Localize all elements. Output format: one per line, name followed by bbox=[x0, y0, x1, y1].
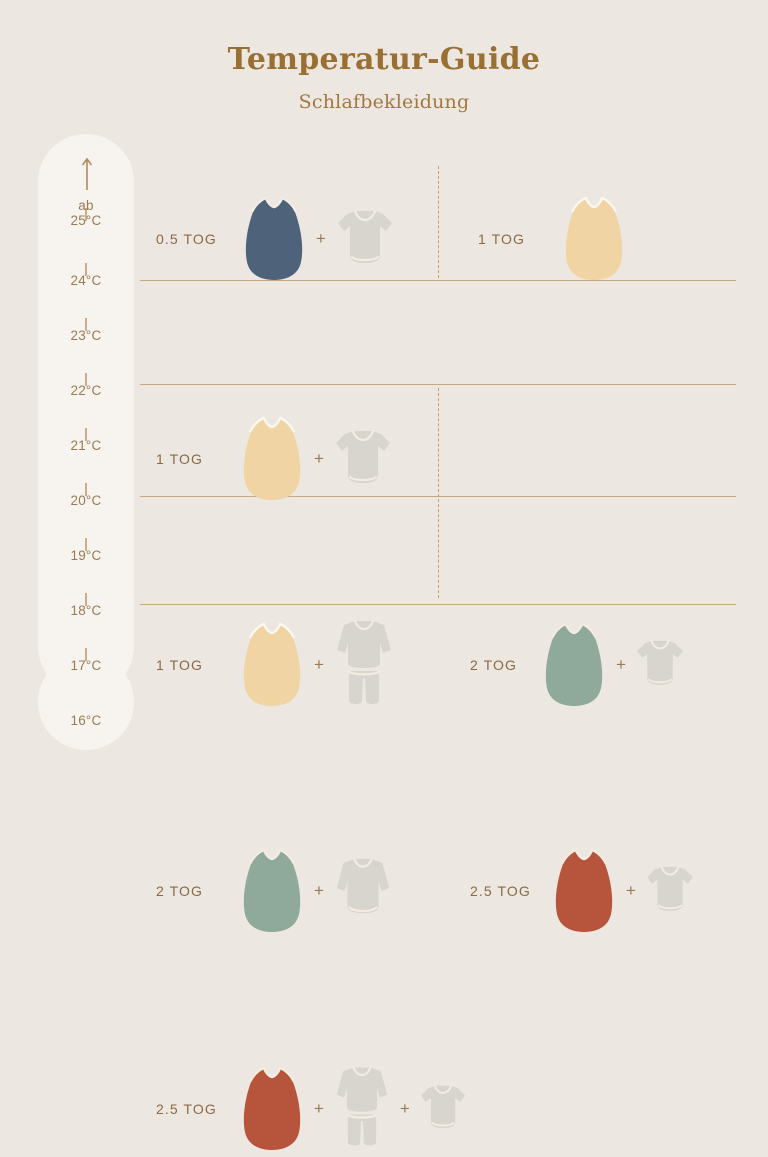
bodysuit-short-icon bbox=[643, 860, 697, 921]
bodysuit-short-icon bbox=[331, 423, 395, 494]
sleepbag-navy-icon bbox=[239, 190, 309, 287]
sleepbag-sage-icon bbox=[539, 616, 609, 713]
bodysuit-short-icon bbox=[633, 634, 687, 695]
column-divider bbox=[438, 388, 439, 598]
thermometer bbox=[38, 134, 134, 750]
row-4-right-combination bbox=[470, 842, 697, 939]
tog-label: 0.5 TOG bbox=[156, 230, 217, 247]
pyjama-long-icon bbox=[331, 1062, 393, 1155]
plus-icon: + bbox=[315, 228, 326, 248]
row-4-left-combination bbox=[156, 842, 395, 939]
tog-label: 2.5 TOG bbox=[156, 1100, 217, 1117]
sleepbag-rust-icon bbox=[549, 842, 619, 939]
thermometer-prefix: ab bbox=[78, 198, 94, 213]
sleepbag-rust-icon bbox=[237, 1060, 307, 1157]
page-subtitle: Schlafbekleidung bbox=[298, 91, 470, 113]
row-1-left-combination bbox=[156, 190, 397, 287]
plus-icon: + bbox=[616, 654, 626, 674]
tog-label: 2 TOG bbox=[156, 882, 204, 899]
thermometer-label-24: 24°C bbox=[70, 273, 102, 288]
thermometer-label-value: 25°C bbox=[70, 213, 102, 228]
bodysuit-short-icon bbox=[417, 1079, 469, 1138]
thermometer-label-21: 21°C bbox=[70, 438, 102, 453]
thermometer-label-20: 20°C bbox=[70, 493, 102, 508]
sleepbag-sage-icon bbox=[237, 842, 307, 939]
sleepbag-sand-icon bbox=[237, 616, 307, 713]
page-title: Temperatur-Guide bbox=[227, 42, 541, 77]
plus-icon: + bbox=[313, 1098, 324, 1118]
thermometer-label-19: 19°C bbox=[70, 548, 102, 563]
tog-label: 1 TOG bbox=[478, 230, 526, 247]
bodysuit-long-icon bbox=[331, 853, 395, 928]
thermometer-label-22: 22°C bbox=[70, 383, 102, 398]
tog-label: 1 TOG bbox=[156, 656, 204, 673]
guide-table bbox=[140, 166, 736, 1118]
plus-icon: + bbox=[314, 448, 324, 468]
plus-icon: + bbox=[314, 654, 324, 674]
thermometer-label-23: 23°C bbox=[70, 328, 102, 343]
row-divider bbox=[140, 384, 736, 385]
thermometer-label-17: 17°C bbox=[70, 658, 102, 673]
plus-icon: + bbox=[314, 880, 324, 900]
column-divider bbox=[438, 166, 439, 278]
row-divider bbox=[140, 604, 736, 605]
plus-icon: + bbox=[625, 880, 636, 900]
header bbox=[0, 42, 768, 113]
plus-icon: + bbox=[399, 1098, 410, 1118]
thermometer-label-18: 18°C bbox=[70, 603, 102, 618]
row-2-left-combination bbox=[156, 410, 395, 507]
thermometer-label-16: 16°C bbox=[70, 713, 102, 728]
sleepbag-sand-icon bbox=[237, 410, 307, 507]
pyjama-long-icon bbox=[331, 616, 397, 713]
tog-label: 1 TOG bbox=[156, 450, 204, 467]
bodysuit-short-icon bbox=[333, 203, 397, 274]
tog-label: 2 TOG bbox=[470, 656, 518, 673]
sleepbag-sand-icon bbox=[559, 190, 629, 287]
row-1-right-combination bbox=[478, 190, 629, 287]
row-3-left-combination bbox=[156, 616, 397, 713]
arrow-up-icon bbox=[81, 156, 93, 190]
row-3-right-combination bbox=[470, 616, 687, 713]
thermometer-label-25 bbox=[38, 198, 134, 228]
row-5-left-combination bbox=[156, 1060, 469, 1157]
tog-label: 2.5 TOG bbox=[470, 882, 531, 899]
